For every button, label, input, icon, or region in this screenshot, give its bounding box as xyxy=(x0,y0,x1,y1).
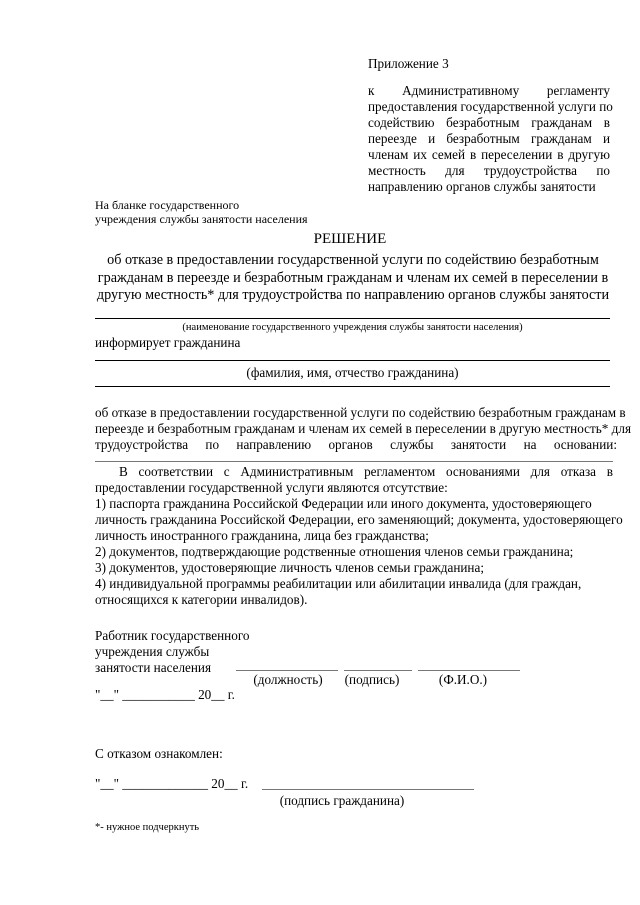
grounds-fill-line[interactable] xyxy=(95,461,613,462)
grounds-item: относящихся к категории инвалидов). xyxy=(95,592,308,607)
signature-field[interactable] xyxy=(344,670,412,671)
grounds-intro-line: предоставлении государственной услуги являются отсутствие: xyxy=(95,480,448,495)
subject-line: об отказе в предоставлении государственной услуги по содействию безработным xyxy=(107,252,599,268)
signature-caption: (подпись) xyxy=(344,672,400,687)
position-caption: (должность) xyxy=(253,672,323,687)
grounds-item: личность гражданина Российской Федерации, его заменяющий; документа, удостоверяющего xyxy=(95,512,623,527)
subject-line: другую местность* для трудоустройства по направлению органов службы занятости xyxy=(96,287,610,303)
refusal-line: об отказе в предоставлении государственной услуги по содействию безработным гражданам в xyxy=(95,405,626,420)
citizen-name-line-1[interactable] xyxy=(95,360,610,361)
employee-date[interactable]: "__" ___________ 20__ г. xyxy=(95,687,235,702)
grounds-item: 1) паспорта гражданина Российской Федерации или иного документа, удостоверяющего xyxy=(95,496,592,511)
refusal-line: переезде и безработным гражданам и членам их семей в переселении в другую местность* для xyxy=(95,421,632,436)
refusal-paragraph xyxy=(95,405,632,453)
appendix-line: членам их семей в переселении в другую xyxy=(368,147,610,162)
document-subject xyxy=(88,252,618,305)
citizen-signature-field[interactable] xyxy=(262,789,474,790)
acknowledge-label: С отказом ознакомлен: xyxy=(95,746,223,761)
citizen-name-line-2[interactable] xyxy=(95,386,610,387)
grounds-item: 4) индивидуальной программы реабилитации или абилитации инвалида (для граждан, xyxy=(95,576,582,591)
appendix-line: направлению органов службы занятости xyxy=(368,179,596,194)
informs-label: информирует гражданина xyxy=(95,335,241,350)
appendix-line: содействию безработным гражданам в xyxy=(368,115,610,130)
document-heading: РЕШЕНИЕ xyxy=(313,231,387,247)
appendix-line: переезде и безработным гражданам и xyxy=(368,131,610,146)
appendix-line: к Административному регламенту xyxy=(368,83,610,98)
institution-name-line[interactable] xyxy=(95,318,610,319)
position-field[interactable] xyxy=(236,670,338,671)
grounds-item: личность иностранного гражданина, лица без гражданства; xyxy=(95,528,429,543)
employee-line: учреждения службы xyxy=(95,644,210,659)
full-name-caption: (Ф.И.О.) xyxy=(438,672,488,687)
citizen-caption: (фамилия, имя, отчество гражданина) xyxy=(246,365,459,380)
refusal-line: трудоустройства по направлению органов службы занятости на основании: xyxy=(95,437,617,452)
institution-caption: (наименование государственного учреждения службы занятости населения) xyxy=(182,322,523,333)
full-name-field[interactable] xyxy=(418,670,520,671)
employee-label xyxy=(95,628,250,676)
letterhead-line: На бланке государственного xyxy=(95,198,240,212)
employee-line: занятости населения xyxy=(95,660,212,675)
grounds-intro-line: В соответствии с Административным регламентом основаниями для отказа в xyxy=(119,464,613,479)
grounds-item: 2) документов, подтверждающие родственные отношения членов семьи гражданина; xyxy=(95,544,574,559)
subject-line: гражданам в переезде и безработным гражданам и членам их семей в переселении в xyxy=(97,269,609,286)
appendix-reference xyxy=(368,83,613,195)
grounds-item: 3) документов, удостоверяющие личность членов семьи гражданина; xyxy=(95,560,485,575)
letterhead-note xyxy=(95,198,308,226)
appendix-title: Приложение 3 xyxy=(368,56,449,71)
footnote: *- нужное подчеркнуть xyxy=(95,822,200,833)
citizen-signature-caption: (подпись гражданина) xyxy=(279,793,405,808)
letterhead-line: учреждения службы занятости населения xyxy=(95,212,308,226)
grounds-section xyxy=(95,464,623,608)
acknowledge-date[interactable]: "__" _____________ 20__ г. xyxy=(95,776,249,791)
employee-line: Работник государственного xyxy=(95,628,250,643)
appendix-line: местность для трудоустройства по xyxy=(368,163,610,178)
appendix-line: предоставления государственной услуги по xyxy=(368,99,613,114)
